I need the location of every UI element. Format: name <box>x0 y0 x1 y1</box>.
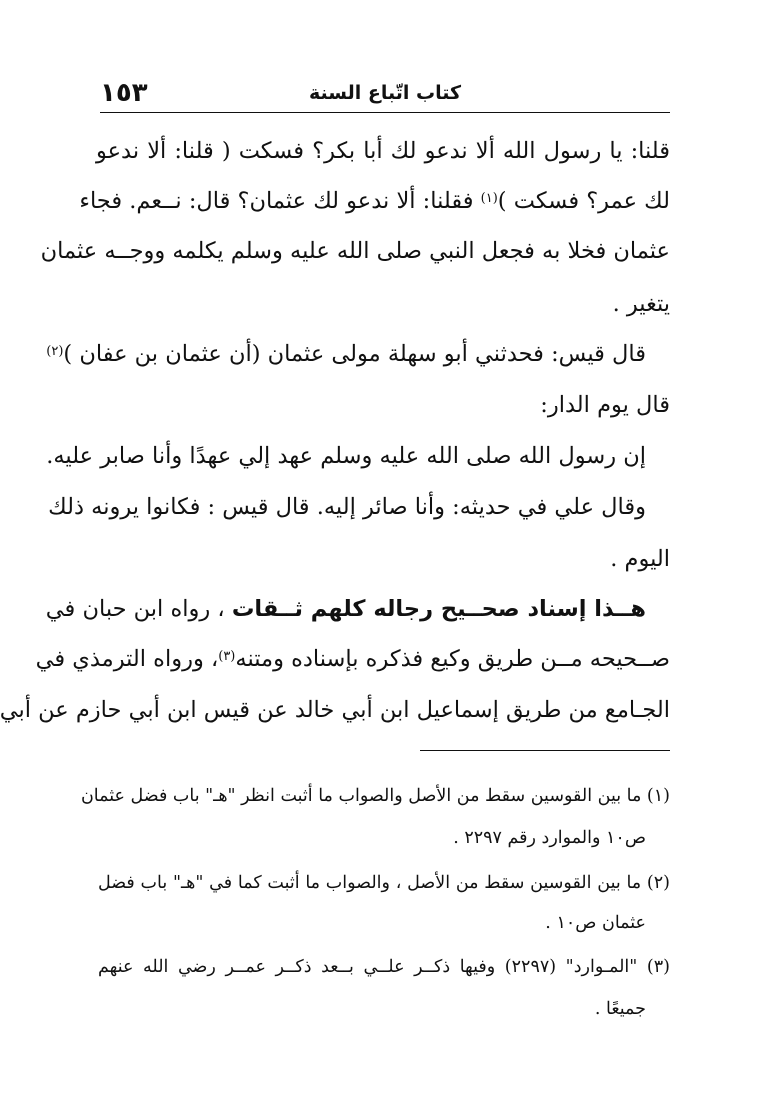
emphasis-text: هــذا إسناد صحــيح رجاله كلهم ثــقات <box>231 596 646 622</box>
footnote-line: ص١٠ والموارد رقم ٢٢٩٧ . <box>453 828 646 848</box>
text-line: إن رسول الله صلى الله عليه وسلم عهد إلي عهدًا وأنا صابر عليه. <box>46 443 646 469</box>
text-line: اليوم . <box>610 546 670 572</box>
running-title: كتاب اتّباع السنة <box>308 82 462 104</box>
footnote-line: (٣) "المـوارد" (٢٢٩٧) وفيها ذكــر علــي بــعد ذكــر عمــر رضي الله عنهم <box>98 957 670 977</box>
text-line: هــذا إسناد صحــيح رجاله كلهم ثــقات ، رواه ابن حبان في <box>45 596 646 622</box>
text-line: قال يوم الدار: <box>540 392 670 418</box>
footnote-separator <box>420 750 670 751</box>
text-line: صــحيحه مــن طريق وكيع فذكره بإسناده ومتنه$^{(٣)}$، ورواه الترمذي في <box>35 646 670 672</box>
footnote-line: (١) ما بين القوسين سقط من الأصل والصواب ما أثبت انظر "هـ" باب فضل عثمان <box>80 786 670 806</box>
footnote-ref: (٣) <box>218 649 236 664</box>
text-line: يتغير . <box>612 291 670 317</box>
footnote-line: جميعًا . <box>594 999 646 1019</box>
text-line: الجـامع من طريق إسماعيل ابن أبي خالد عن قيس ابن أبي حازم عن أبي <box>0 697 670 723</box>
text-line: قلنا: يا رسول الله ألا ندعو لك أبا بكر؟ فسكت ( قلنا: ألا ندعو <box>96 138 670 164</box>
text-line: وقال علي في حديثه: وأنا صائر إليه. قال قيس : فكانوا يرونه ذلك <box>48 494 646 520</box>
footnote-ref: (٢) <box>46 344 64 359</box>
text-line: لك عمر؟ فسكت )$^{(١)}$ فقلنا: ألا ندعو لك عثمان؟ قال: نــعم. فجاء <box>79 188 670 214</box>
footnote-line: (٢) ما بين القوسين سقط من الأصل ، والصواب ما أثبت كما في "هـ" باب فضل <box>98 873 670 893</box>
header-rule <box>100 112 670 113</box>
page-header <box>100 78 670 114</box>
text-line: قال قيس: فحدثني أبو سهلة مولى عثمان (أن عثمان بن عفان )$^{(٢)}$ <box>46 341 646 367</box>
page-number: ١٥٣ <box>100 78 148 108</box>
footnote-line: عثمان ص١٠ . <box>545 913 646 933</box>
text-line: عثمان فخلا به فجعل النبي صلى الله عليه وسلم يكلمه ووجــه عثمان <box>40 238 670 264</box>
footnote-ref: (١) <box>480 191 498 206</box>
